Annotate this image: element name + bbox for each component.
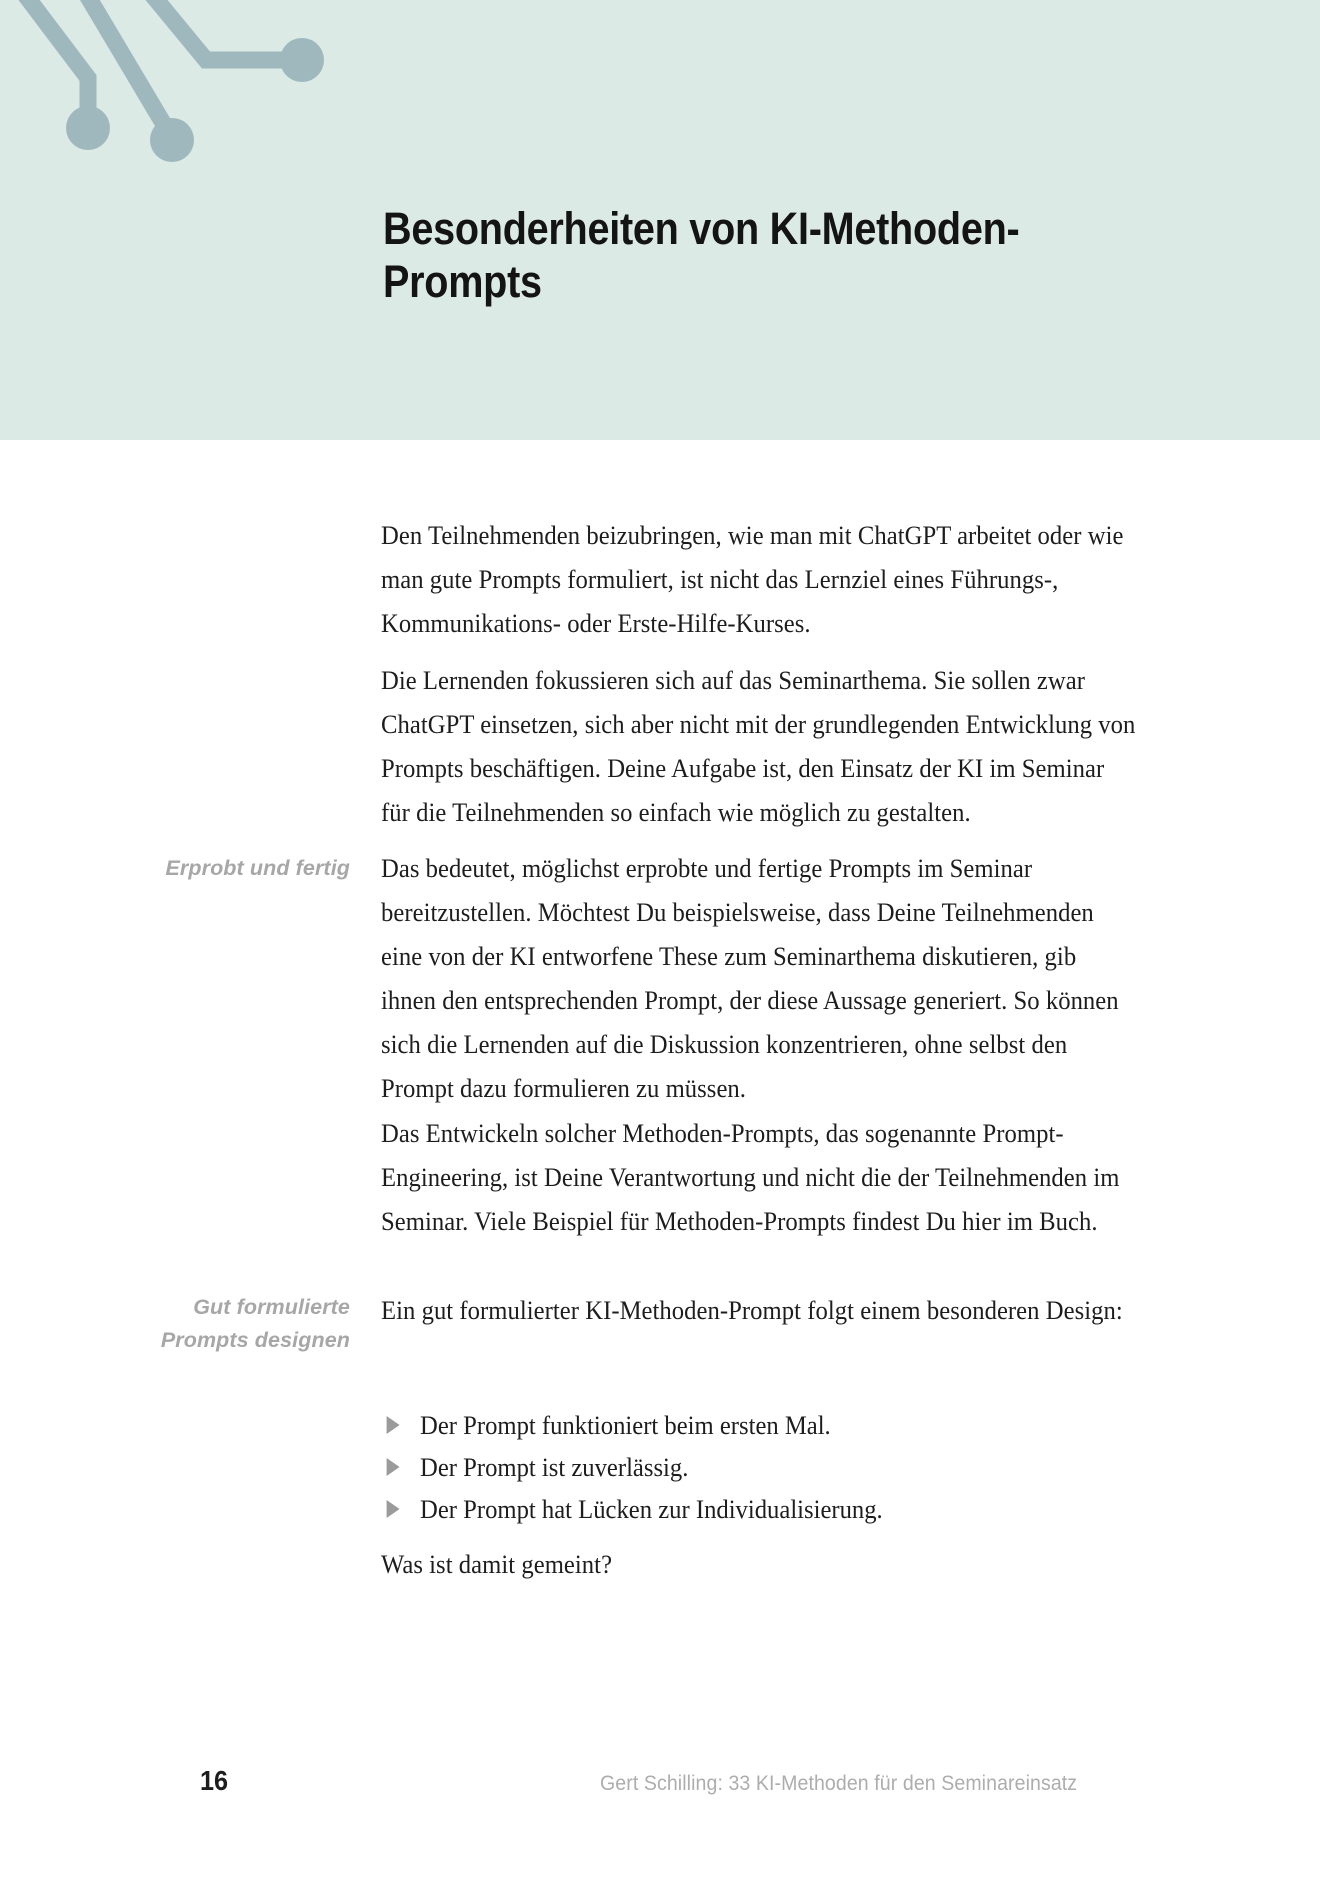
margin-note-erprobt xyxy=(100,852,350,885)
margin-note-line: Gut formulierte xyxy=(193,1295,350,1319)
paragraph-block-6 xyxy=(381,1542,1193,1622)
circuit-trace-3 xyxy=(140,0,300,60)
margin-note-line: Prompts designen xyxy=(160,1328,350,1352)
circuit-trace-1 xyxy=(14,0,88,128)
paragraph-block-3 xyxy=(381,846,1193,1146)
list-item xyxy=(381,1404,1136,1446)
list-item xyxy=(381,1488,1136,1530)
margin-note-gut-formulierte xyxy=(100,1291,350,1357)
list-item-label: Der Prompt hat Lücken zur Individualisierung. xyxy=(420,1494,883,1524)
page-title: Besonderheiten von KI-Methoden-Prompts xyxy=(383,203,1020,307)
triangle-bullet-icon xyxy=(387,1416,400,1434)
circuit-node-middle xyxy=(150,118,194,162)
circuit-node-right xyxy=(280,38,324,82)
paragraph-block-2 xyxy=(381,658,1193,870)
paragraph-block-1 xyxy=(381,513,1193,681)
list-item xyxy=(381,1446,1136,1488)
paragraph-block-5 xyxy=(381,1288,1193,1368)
bullet-list xyxy=(381,1404,1193,1530)
list-item-label: Der Prompt funktioniert beim ersten Mal. xyxy=(420,1410,831,1440)
page-number: 16 xyxy=(200,1765,229,1796)
footer-credit: Gert Schilling: 33 KI-Methoden für den Seminareinsatz xyxy=(600,1772,1078,1795)
triangle-bullet-icon xyxy=(387,1500,400,1518)
circuit-trace-graphic xyxy=(0,0,440,220)
triangle-bullet-icon xyxy=(387,1458,400,1476)
margin-note-line: Erprobt und fertig xyxy=(165,856,350,880)
paragraph-block-4 xyxy=(381,1111,1193,1279)
circuit-node-left xyxy=(66,106,110,150)
page-footer xyxy=(0,1765,1320,1815)
body-paragraph: Ein gut formulierter KI-Methoden-Prompt folgt einem besonderen Design: xyxy=(381,1295,1123,1325)
page-header-band xyxy=(0,0,1320,440)
body-paragraph: Was ist damit gemeint? xyxy=(381,1549,613,1579)
body-paragraph: Das Entwickeln solcher Methoden-Prompts, das sogenannte Prompt-Engineering, ist Deine Verantwortung und nicht die der Teilnehmenden im Seminar. Viele Beispiel für Methoden-Prompts findest Du hier im Buch. xyxy=(381,1118,1120,1236)
body-paragraph: Den Teilnehmenden beizubringen, wie man mit ChatGPT arbeitet oder wie man gute Prompts formuliert, ist nicht das Lernziel eines Führungs-, Kommunikations- oder Erste-Hilfe-Kurses. xyxy=(381,520,1124,638)
list-item-label: Der Prompt ist zuverlässig. xyxy=(420,1452,689,1482)
body-paragraph: Die Lernenden fokussieren sich auf das Seminarthema. Sie sollen zwar ChatGPT einsetzen, sich aber nicht mit der grundlegenden Entwicklung von Prompts beschäftigen. Deine Aufgabe ist, den Einsatz der KI im Seminar für die Teilnehmenden so einfach wie möglich zu gestalten. xyxy=(381,665,1136,827)
body-paragraph: Das bedeutet, möglichst erprobte und fertige Prompts im Seminar bereitzustellen. Möchtest Du beispielsweise, dass Deine Teilnehmenden eine von der KI entworfene These zum Seminarthema diskutieren, gib ihnen den entsprechenden Prompt, der diese Aussage generiert. So können sich die Lernenden auf die Diskussion konzentrieren, ohne selbst den Prompt dazu formulieren zu müssen. xyxy=(381,853,1119,1103)
